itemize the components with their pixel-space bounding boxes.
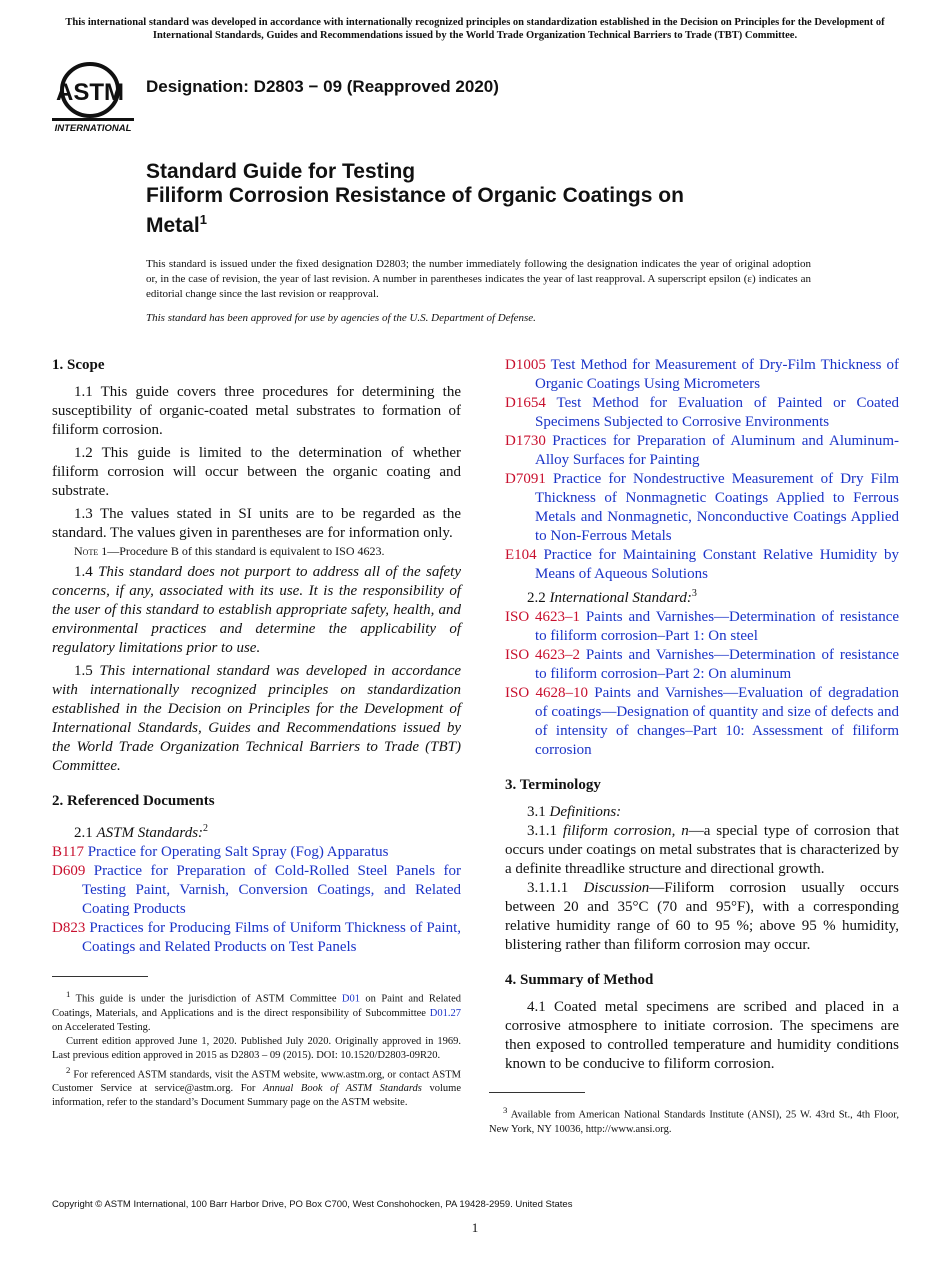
ref-item[interactable]: [52, 862, 461, 919]
ref-item[interactable]: [505, 646, 899, 684]
title-line-3: Metal: [146, 214, 200, 237]
scope-1-3: 1.3 The values stated in SI units are to be regarded as the standard. The values given in parentheses are for information only.: [52, 506, 461, 541]
discussion-label: Discussion: [583, 880, 650, 896]
summary-4-1: 4.1 Coated metal specimens are scribed and placed in a corrosive atmosphere to initiate corrosion. The specimens are then exposed to controlled temperature and humidity conditions known to be conducive to filiform corrosion.: [505, 999, 899, 1072]
logo-text-astm: ASTM: [56, 79, 124, 106]
ref-code[interactable]: D1654: [505, 395, 546, 411]
footnote-rule: [489, 1092, 585, 1093]
designation: Designation: D2803 − 09 (Reapproved 2020): [146, 77, 499, 96]
note-text: —Procedure B of this standard is equivalent to ISO 4623.: [107, 544, 385, 558]
ref-code[interactable]: ISO 4623–2: [505, 647, 581, 663]
document-title: [146, 160, 846, 238]
summary-heading: 4. Summary of Method: [505, 972, 654, 988]
fn2-text-a: For referenced ASTM standards, visit the ASTM website, www.astm.org, or contact ASTM Customer Service at service@astm.org. For: [52, 1069, 461, 1094]
scope-heading: 1. Scope: [52, 357, 105, 373]
scope-1-4-text: This standard does not purport to address all of the safety concerns, if any, associated with its use. It is the responsibility of the user of this standard to establish appropriate safety, health, and environmental practices and determine the applicability of regulatory limitations prior to use.: [52, 564, 462, 656]
term-num: 3.1.1: [527, 823, 557, 839]
terminology-heading: 3. Terminology: [505, 777, 601, 793]
title-line-2: Filiform Corrosion Resistance of Organic Coatings on: [146, 184, 684, 207]
logo-text-international: INTERNATIONAL: [54, 123, 132, 134]
ref-title[interactable]: Practice for Maintaining Constant Relative Humidity by Means of Aqueous Solutions: [535, 547, 900, 582]
ref-title[interactable]: Practice for Nondestructive Measurement of Dry Film Thickness of Nonmagnetic Coatings Applied to Ferrous Metals and Nonmagnetic, Nonconductive Coatings Applied to Non-Ferrous Metals: [535, 471, 899, 544]
astm-logo-icon: [52, 58, 134, 134]
discussion-num: 3.1.1.1: [527, 880, 569, 896]
astm-ref-list: [52, 843, 461, 957]
scope-1-4-num: 1.4: [74, 564, 93, 580]
intl-footnote-mark: 3: [691, 588, 697, 599]
ref-code[interactable]: D7091: [505, 471, 546, 487]
ref-item[interactable]: [505, 608, 899, 646]
right-column: [505, 356, 899, 1078]
ref-code[interactable]: B117: [52, 844, 84, 860]
ref-item[interactable]: [52, 843, 461, 862]
fn1-text-b: on Paint and Related Coatings, Materials, and Applications and is the direct responsibility of Subcommittee: [52, 993, 461, 1019]
scope-1-1: 1.1 This guide covers three procedures for determining the susceptibility of organic-coated metal substrates to formation of filiform corrosion.: [52, 384, 461, 438]
scope-1-2: 1.2 This guide is limited to the determination of whether filiform corrosion will occur between the organic coating and substrate.: [52, 445, 461, 499]
scope-note-1: [52, 543, 461, 559]
referenced-heading: 2. Referenced Documents: [52, 793, 215, 809]
copyright-notice: Copyright © ASTM International, 100 Barr Harbor Drive, PO Box C700, West Conshohocken, PA 19428-2959. United States: [52, 1199, 573, 1210]
issue-statement: This standard is issued under the fixed designation D2803; the number immediately following the designation indicates the year of original adoption or, in the case of revision, the year of last revision. A number in parentheses indicates the year of last reapproval. A superscript epsilon (ε) indicates an editorial change since the last revision or reapproval.: [146, 258, 811, 300]
ref-item[interactable]: [505, 394, 899, 432]
iso-ref-list: [505, 608, 899, 760]
dod-approval: This standard has been approved for use by agencies of the U.S. Department of Defense.: [146, 312, 536, 324]
ref-title[interactable]: Practice for Preparation of Cold-Rolled Steel Panels for Testing Paint, Varnish, Conversion Coatings, and Related Coating Products: [82, 863, 462, 917]
international-standard-subheading: [505, 584, 899, 608]
astm-label: ASTM Standards:: [96, 825, 204, 841]
ref-title[interactable]: Paints and Varnishes—Evaluation of degradation of coatings—Designation of quantity and size of defects and of intensity of changes–Part 10: Assessment of filiform corrosion: [535, 685, 899, 758]
footnote-1-edition: Current edition approved June 1, 2020. Published July 2020. Originally approved in 1969. Last previous edition approved in 2015 as D2803 – 09 (2015). DOI: 10.1520/D2803-09R20.: [52, 1035, 461, 1061]
intl-label: International Standard:: [549, 590, 692, 606]
ref-code[interactable]: ISO 4628–10: [505, 685, 588, 701]
fn3-text: Available from American National Standards Institute (ANSI), 25 W. 43rd St., 4th Floor, New York, NY 10036, http://www.ansi.org.: [489, 1109, 899, 1135]
ref-title[interactable]: Paints and Varnishes—Determination of resistance to filiform corrosion–Part 1: On steel: [535, 609, 900, 644]
discussion-text: —Filiform corrosion usually occurs between 20 and 35°C (70 and 95°F), with a corresponding relative humidity range of 60 to 95 %; above 95 % humidity, blistering rather than filiform corrosion may occur.: [505, 880, 900, 953]
ref-item[interactable]: [52, 919, 461, 957]
ref-title[interactable]: Practices for Producing Films of Uniform Thickness of Paint, Coatings and Related Products on Test Panels: [82, 920, 461, 955]
note-label: Note 1: [74, 544, 108, 558]
fn2-mark: 2: [66, 1064, 71, 1075]
right-footnotes: [489, 1092, 899, 1137]
ref-item[interactable]: [505, 684, 899, 760]
footnote-rule: [52, 976, 148, 977]
scope-1-4: [52, 563, 461, 658]
astm-standards-subheading: [52, 819, 461, 843]
footnote-2: [52, 1063, 461, 1111]
fn1-text-c: on Accelerated Testing.: [52, 1021, 151, 1033]
scope-1-5: [52, 662, 461, 776]
definitions-subheading: [505, 803, 899, 822]
page-number: 1: [471, 1220, 479, 1235]
term-definition: —a special type of corrosion that occurs under coatings on metal substrates that is characterized by a definite threadlike structure and directional growth.: [505, 823, 900, 877]
astm-footnote-mark: 2: [203, 823, 209, 834]
ref-item[interactable]: [505, 546, 899, 584]
ref-item[interactable]: [505, 356, 899, 394]
fn1-text-a: This guide is under the jurisdiction of ASTM Committee: [70, 993, 342, 1005]
subcommittee-d01-27-link[interactable]: D01.27: [429, 1007, 461, 1019]
committee-d01-link[interactable]: D01: [341, 993, 361, 1005]
title-line-1: Standard Guide for Testing: [146, 160, 416, 183]
astm-num: 2.1: [74, 825, 93, 841]
scope-1-5-text: This international standard was developed in accordance with internationally recognized principles on standardization established in the Decision on Principles for the Development of International Standards, Guides and Recommendations issued by the World Trade Organization Technical Barriers to Trade (TBT) Committee.: [52, 663, 462, 774]
footnote-1: [52, 987, 461, 1035]
astm-ref-list-continued: [505, 356, 899, 584]
fn1-mark: 1: [66, 989, 71, 999]
defs-label: Definitions:: [549, 804, 622, 820]
term: filiform corrosion, n: [562, 823, 689, 839]
ref-code[interactable]: D1730: [505, 433, 546, 449]
definition-filiform-corrosion: [505, 822, 899, 879]
ref-code[interactable]: D609: [52, 863, 86, 879]
fn2-text-b: volume information, refer to the standard’s Document Summary page on the ASTM website.: [52, 1083, 461, 1108]
ref-title[interactable]: Practice for Operating Salt Spray (Fog) Apparatus: [87, 844, 389, 860]
fn3-mark: 3: [503, 1105, 508, 1115]
left-footnotes: [52, 976, 461, 1110]
ref-code[interactable]: D823: [52, 920, 86, 936]
defs-num: 3.1: [527, 804, 546, 820]
tbt-banner: This international standard was developed in accordance with internationally recognized principles on standardization established in the Decision on Principles for the Development of International Standards, Guides and Recommendations issued by the World Trade Organization Technical Barriers to Trade (TBT) Committee.: [65, 17, 885, 41]
footnote-3: [489, 1103, 899, 1137]
ref-code[interactable]: E104: [505, 547, 537, 563]
left-column: [52, 356, 461, 957]
scope-1-5-num: 1.5: [74, 663, 93, 679]
intl-num: 2.2: [527, 590, 546, 606]
title-footnote-mark: 1: [199, 212, 207, 227]
ref-code[interactable]: ISO 4623–1: [505, 609, 581, 625]
discussion: [505, 879, 899, 955]
ref-title[interactable]: Test Method for Evaluation of Painted or Coated Specimens Subjected to Corrosive Environments: [535, 395, 899, 430]
ref-title[interactable]: Test Method for Measurement of Dry-Film Thickness of Organic Coatings Using Micrometers: [535, 357, 899, 392]
ref-code[interactable]: D1005: [505, 357, 546, 373]
ref-item[interactable]: [505, 470, 899, 546]
fn2-italic: Annual Book of ASTM Standards: [262, 1083, 422, 1094]
ref-title[interactable]: Paints and Varnishes—Determination of resistance to filiform corrosion–Part 2: On aluminum: [535, 647, 900, 682]
ref-title[interactable]: Practices for Preparation of Aluminum and Aluminum-Alloy Surfaces for Painting: [535, 433, 899, 468]
ref-item[interactable]: [505, 432, 899, 470]
